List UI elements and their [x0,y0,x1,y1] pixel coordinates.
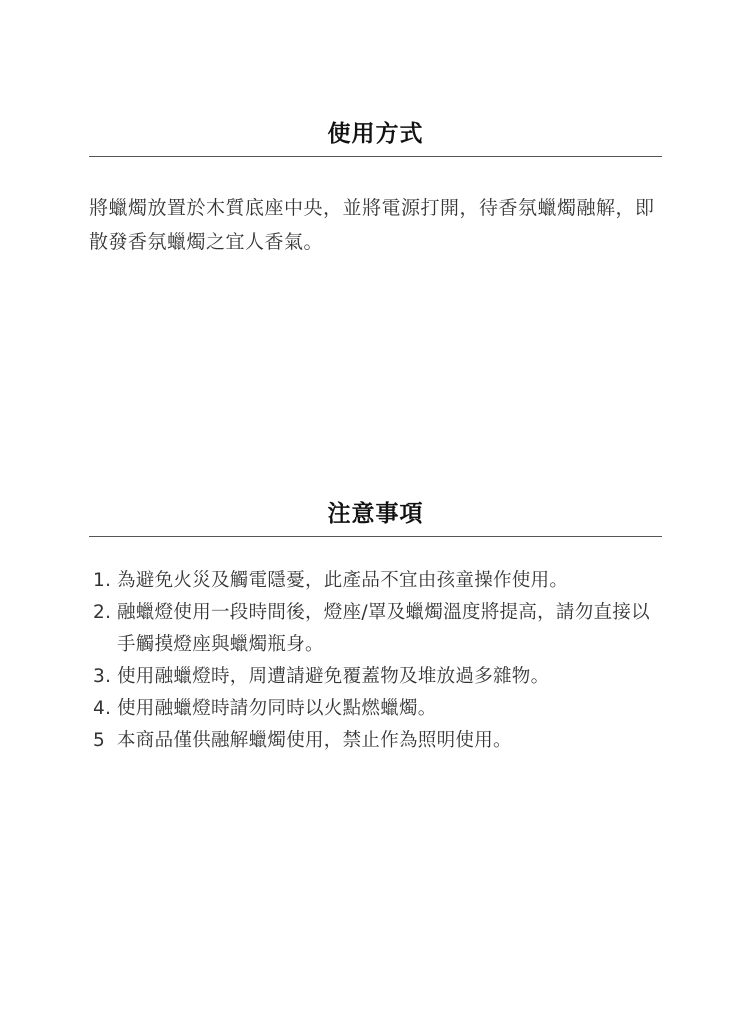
notice-item-4 [93,693,662,725]
notice-title: 注意事項 [327,501,424,527]
notice-item-text: 使用融蠟燈時請勿同時以火點燃蠟燭。 [117,698,437,719]
usage-section [89,118,662,259]
notice-section [89,498,662,757]
notice-item-number: 2. [93,602,112,623]
usage-title: 使用方式 [327,121,424,147]
notice-item-number: 4. [93,698,112,719]
notice-item-1 [93,565,662,597]
notice-item-text: 使用融蠟燈時，周遭請避免覆蓋物及堆放過多雜物。 [117,666,550,687]
notice-item-text: 融蠟燈使用一段時間後，燈座/罩及蠟燭溫度將提高，請勿直接以手觸摸燈座與蠟燭瓶身。 [117,602,650,655]
notice-item-5 [93,725,662,757]
notice-item-text: 本商品僅供融解蠟燭使用，禁止作為照明使用。 [117,730,512,751]
notice-item-text: 為避免火災及觸電隱憂，此產品不宜由孩童操作使用。 [117,570,569,591]
notice-item-number: 1. [93,570,112,591]
usage-divider [89,156,662,157]
notice-item-2 [93,597,662,661]
notice-item-3 [93,661,662,693]
notice-item-number: 3. [93,666,112,687]
notice-divider [89,536,662,537]
notice-item-number: 5 [93,730,106,751]
usage-body: 將蠟燭放置於木質底座中央，並將電源打開，待香氛蠟燭融解，即散發香氛蠟燭之宜人香氣。 [89,197,655,253]
notice-list [89,565,662,757]
